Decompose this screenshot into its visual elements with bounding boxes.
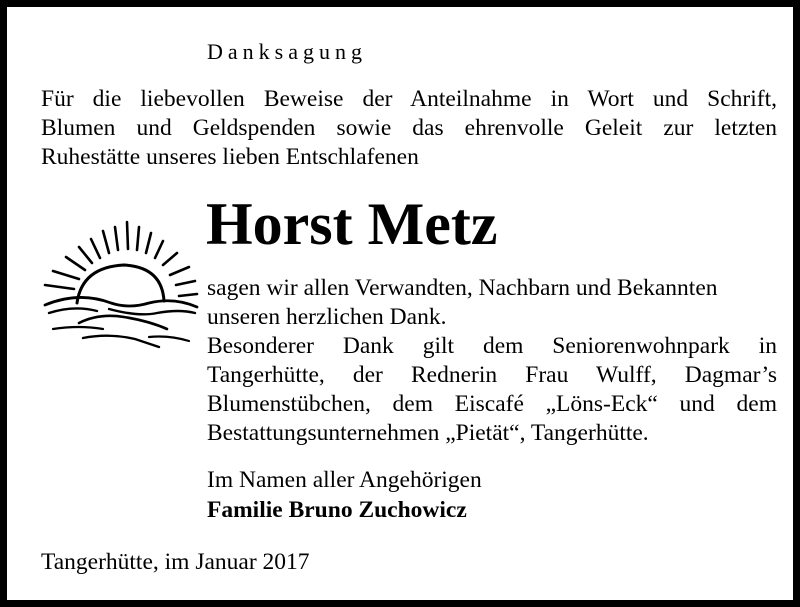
special-line-3: Blumenstübchen, dem Eiscafé „Löns-Eck“ und dem	[207, 391, 777, 417]
signature-family: Familie Bruno Zuchowicz	[207, 497, 467, 523]
intro-line-1: Für die liebevollen Beweise der Anteilnahme in Wort und Schrift,	[41, 86, 777, 112]
sunrise-over-hills-icon	[39, 217, 199, 352]
intro-line-3: Ruhestätte unseres lieben Entschlafenen	[41, 144, 419, 170]
signature-intro: Im Namen aller Angehörigen	[207, 467, 482, 493]
intro-paragraph	[41, 85, 777, 172]
notice-heading: Danksagung	[207, 39, 367, 64]
thanks-line-2: unseren herzlichen Dank.	[207, 304, 447, 330]
special-line-2: Tangerhütte, der Rednerin Frau Wulff, Dagmar’s	[207, 362, 777, 388]
special-line-1: Besonderer Dank gilt dem Seniorenwohnpark in	[207, 333, 777, 359]
place-date: Tangerhütte, im Januar 2017	[41, 549, 310, 575]
thanks-paragraph	[207, 274, 777, 448]
thanks-line-1: sagen wir allen Verwandten, Nachbarn und Bekannten	[207, 275, 718, 301]
special-line-4: Bestattungsunternehmen „Pietät“, Tangerhütte.	[207, 420, 649, 446]
deceased-name: Horst Metz	[206, 191, 498, 257]
intro-line-2: Blumen und Geldspenden sowie das ehrenvolle Geleit zur letzten	[41, 115, 777, 141]
signature-block	[207, 465, 482, 525]
